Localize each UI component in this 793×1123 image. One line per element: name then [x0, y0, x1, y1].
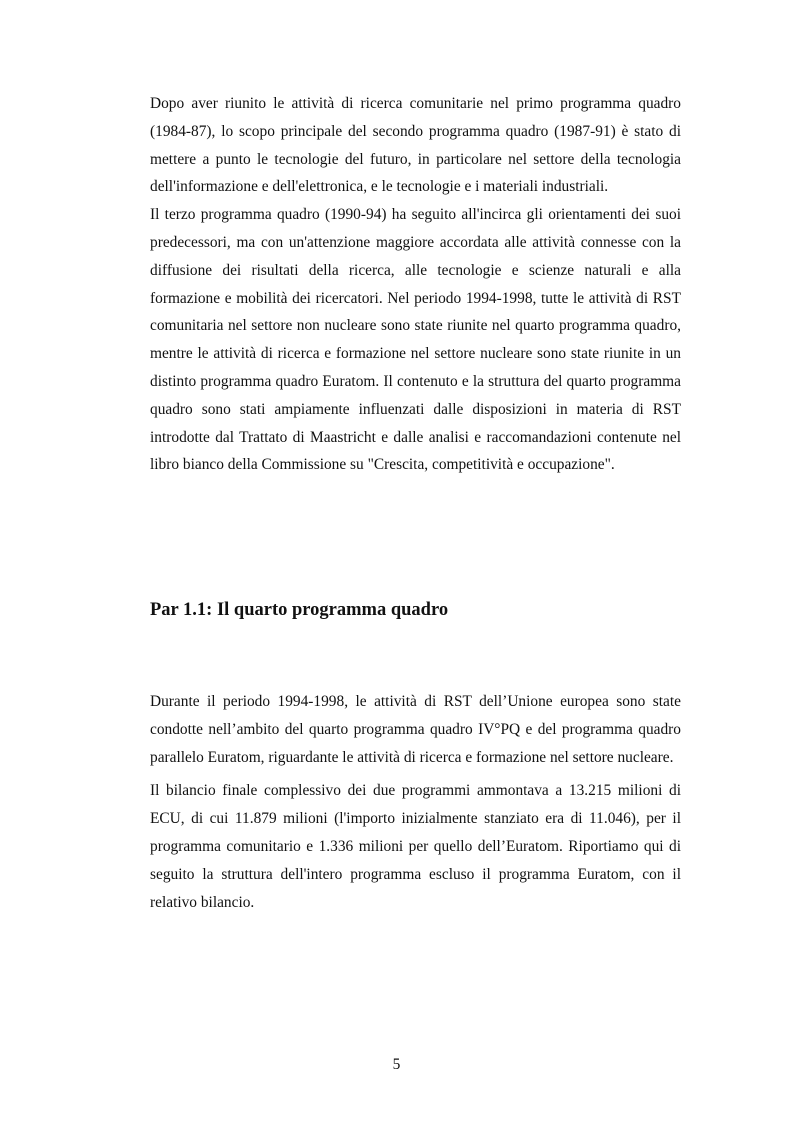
intro-text-block [150, 90, 681, 479]
paragraph-fourth-programme-period: Durante il periodo 1994-1998, le attività di RST dell’Unione europea sono state condotte nell’ambito del quarto programma quadro IV°PQ e del programma quadro parallelo Euratom, riguardante le attività di ricerca e formazione nel settore nucleare. [150, 693, 681, 766]
section-text-block [150, 688, 681, 916]
page-number: 5 [392, 1056, 401, 1073]
paragraph-budget: Il bilancio finale complessivo dei due programmi ammontava a 13.215 milioni di ECU, di cui 11.879 milioni (l'importo inizialmente stanziato era di 11.046), per il programma comunitario e 1.336 milioni per quello dell’Euratom. Riportiamo qui di seguito la struttura dell'intero programma escluso il programma Euratom, con il relativo bilancio. [150, 782, 681, 911]
section-heading: Par 1.1: Il quarto programma quadro [150, 600, 449, 620]
paragraph-framework-programmes-history: Dopo aver riunito le attività di ricerca comunitarie nel primo programma quadro (1984-87), lo scopo principale del secondo programma quadro (1987-91) è stato di mettere a punto le tecnologie del futuro, in particolare nel settore della tecnologia dell'informazione e dell'elettronica, e le tecnologie e i materiali industriali. [150, 95, 681, 196]
paragraph-third-fourth-programme: Il terzo programma quadro (1990-94) ha seguito all'incirca gli orientamenti dei suoi predecessori, ma con un'attenzione maggiore accordata alle attività connesse con la diffusione dei risultati della ricerca, alle tecnologie e scienze naturali e alla formazione e mobilità dei ricercatori. Nel periodo 1994-1998, tutte le attività di RST comunitaria nel settore non nucleare sono state riunite nel quarto programma quadro, mentre le attività di ricerca e formazione nel settore nucleare sono state riunite in un distinto programma quadro Euratom. Il contenuto e la struttura del quarto programma quadro sono stati ampiamente influenzati dalle disposizioni in materia di RST introdotte dal Trattato di Maastricht e dalle analisi e raccomandazioni contenute nel libro bianco della Commissione su "Crescita, competitività e occupazione". [150, 206, 681, 474]
